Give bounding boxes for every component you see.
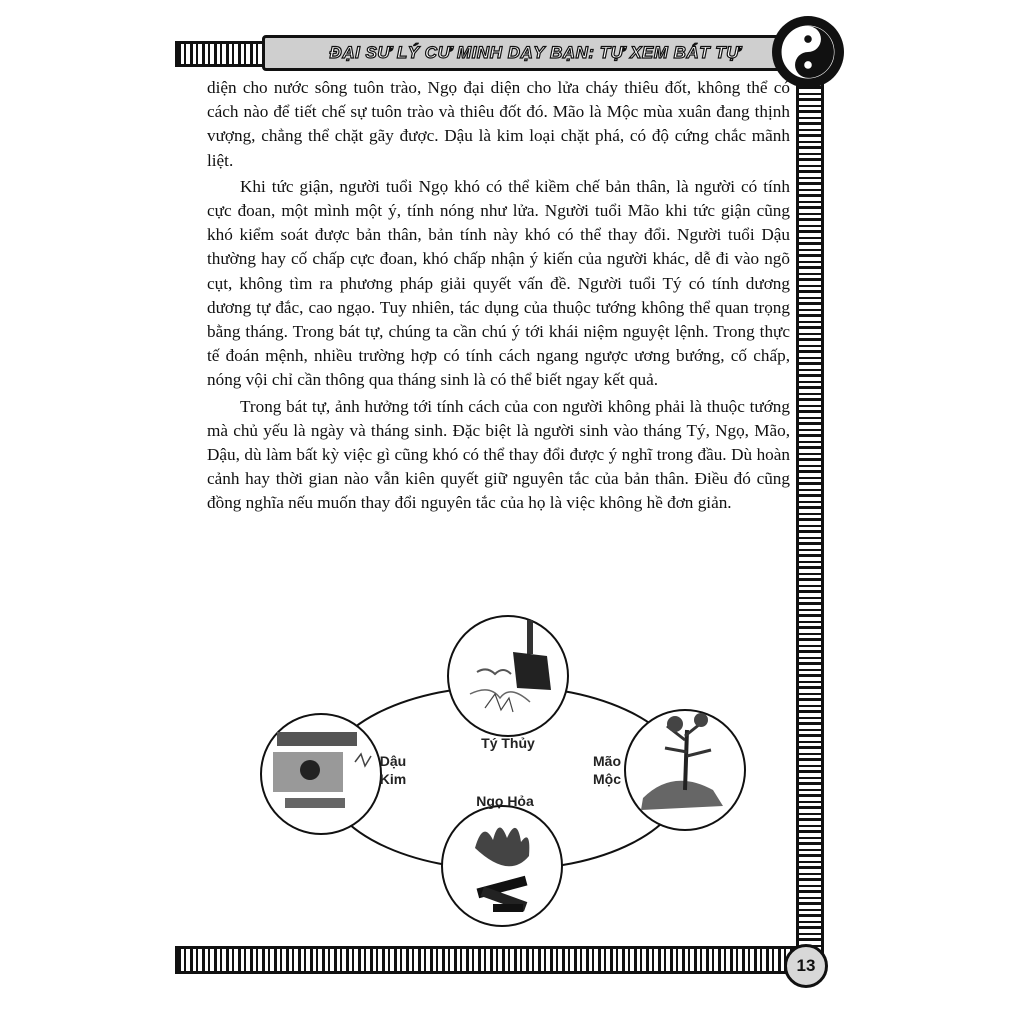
page-header-title: ĐẠI SƯ LÝ CƯ MINH DẠY BẠN: TỰ XEM BÁT TỰ <box>329 43 741 62</box>
label-kim: Kim <box>379 771 407 787</box>
label-moc: Mộc <box>593 771 621 787</box>
metal-illustration <box>261 714 381 834</box>
label-ty-thuy: Tý Thủy <box>481 735 535 751</box>
label-dau-kim <box>373 752 413 788</box>
label-mao-moc <box>587 752 627 788</box>
water-illustration <box>448 616 568 736</box>
label-mao: Mão <box>593 753 621 769</box>
page-number: 13 <box>784 944 828 988</box>
paragraph-3: Trong bát tự, ảnh hưởng tới tính cách của con người không phải là thuộc tướng mà chủ yếu là ngày và tháng sinh. Đặc biệt là người sinh vào tháng Tý, Ngọ, Mão, Dậu, dù làm bất kỳ việc gì cũng khó có thể thay đổi được ý nghĩ trong đầu. Dù hoàn cảnh hay thời gian nào vẫn kiên quyết giữ nguyên tắc của bản thân. Điều đó cũng đồng nghĩa nếu muốn thay đổi nguyên tắc của họ là việc không hề đơn giản. <box>207 396 790 513</box>
paragraph-1: diện cho nước sông tuôn trào, Ngọ đại diện cho lửa cháy thiêu đốt, không thể có cách nào để tiết chế sự tuôn trào và thiêu đốt đó. Mão là Mộc mùa xuân đang thịnh vượng, chẳng thể chặt gãy được. Dậu là kim loại chặt phá, có độ cứng chắc mãnh liệt. <box>207 78 790 170</box>
decorative-border-right <box>796 70 824 956</box>
body-text <box>207 76 790 516</box>
decorative-border-bottom <box>175 946 806 974</box>
paragraph-2: Khi tức giận, người tuổi Ngọ khó có thể kiềm chế bản thân, là người có tính cực đoan, một mình một ý, tính nóng như lửa. Người tuổi Mão khi tức giận cũng khó kiểm soát được bản thân, bản tính này khó có thể thay đổi. Người tuổi Dậu thường hay cố chấp cực đoan, khó chấp nhận ý kiến của người khác, dễ đi vào ngõ cụt, không tìm ra phương pháp giải quyết vấn đề. Người tuổi Tý có tính dương dương tự đắc, cao ngạo. Tuy nhiên, tác dụng của thuộc tướng không thể quan trọng bằng tháng. Trong bát tự, chúng ta cần chú ý tới khái niệm nguyệt lệnh. Trong thực tế đoán mệnh, nhiều trường hợp có tính cách ngang ngược ương bướng, cố chấp, nóng vội chỉ cần thông qua tháng sinh là có thể biết ngay kết quả. <box>207 176 790 390</box>
fire-illustration <box>442 806 562 926</box>
label-ngo-hoa: Ngọ Hỏa <box>476 793 534 809</box>
header-banner <box>262 35 808 71</box>
decorative-border-top <box>175 41 271 67</box>
label-dau: Dậu <box>379 753 407 769</box>
wood-illustration <box>625 710 745 830</box>
four-branches-diagram <box>255 612 750 932</box>
